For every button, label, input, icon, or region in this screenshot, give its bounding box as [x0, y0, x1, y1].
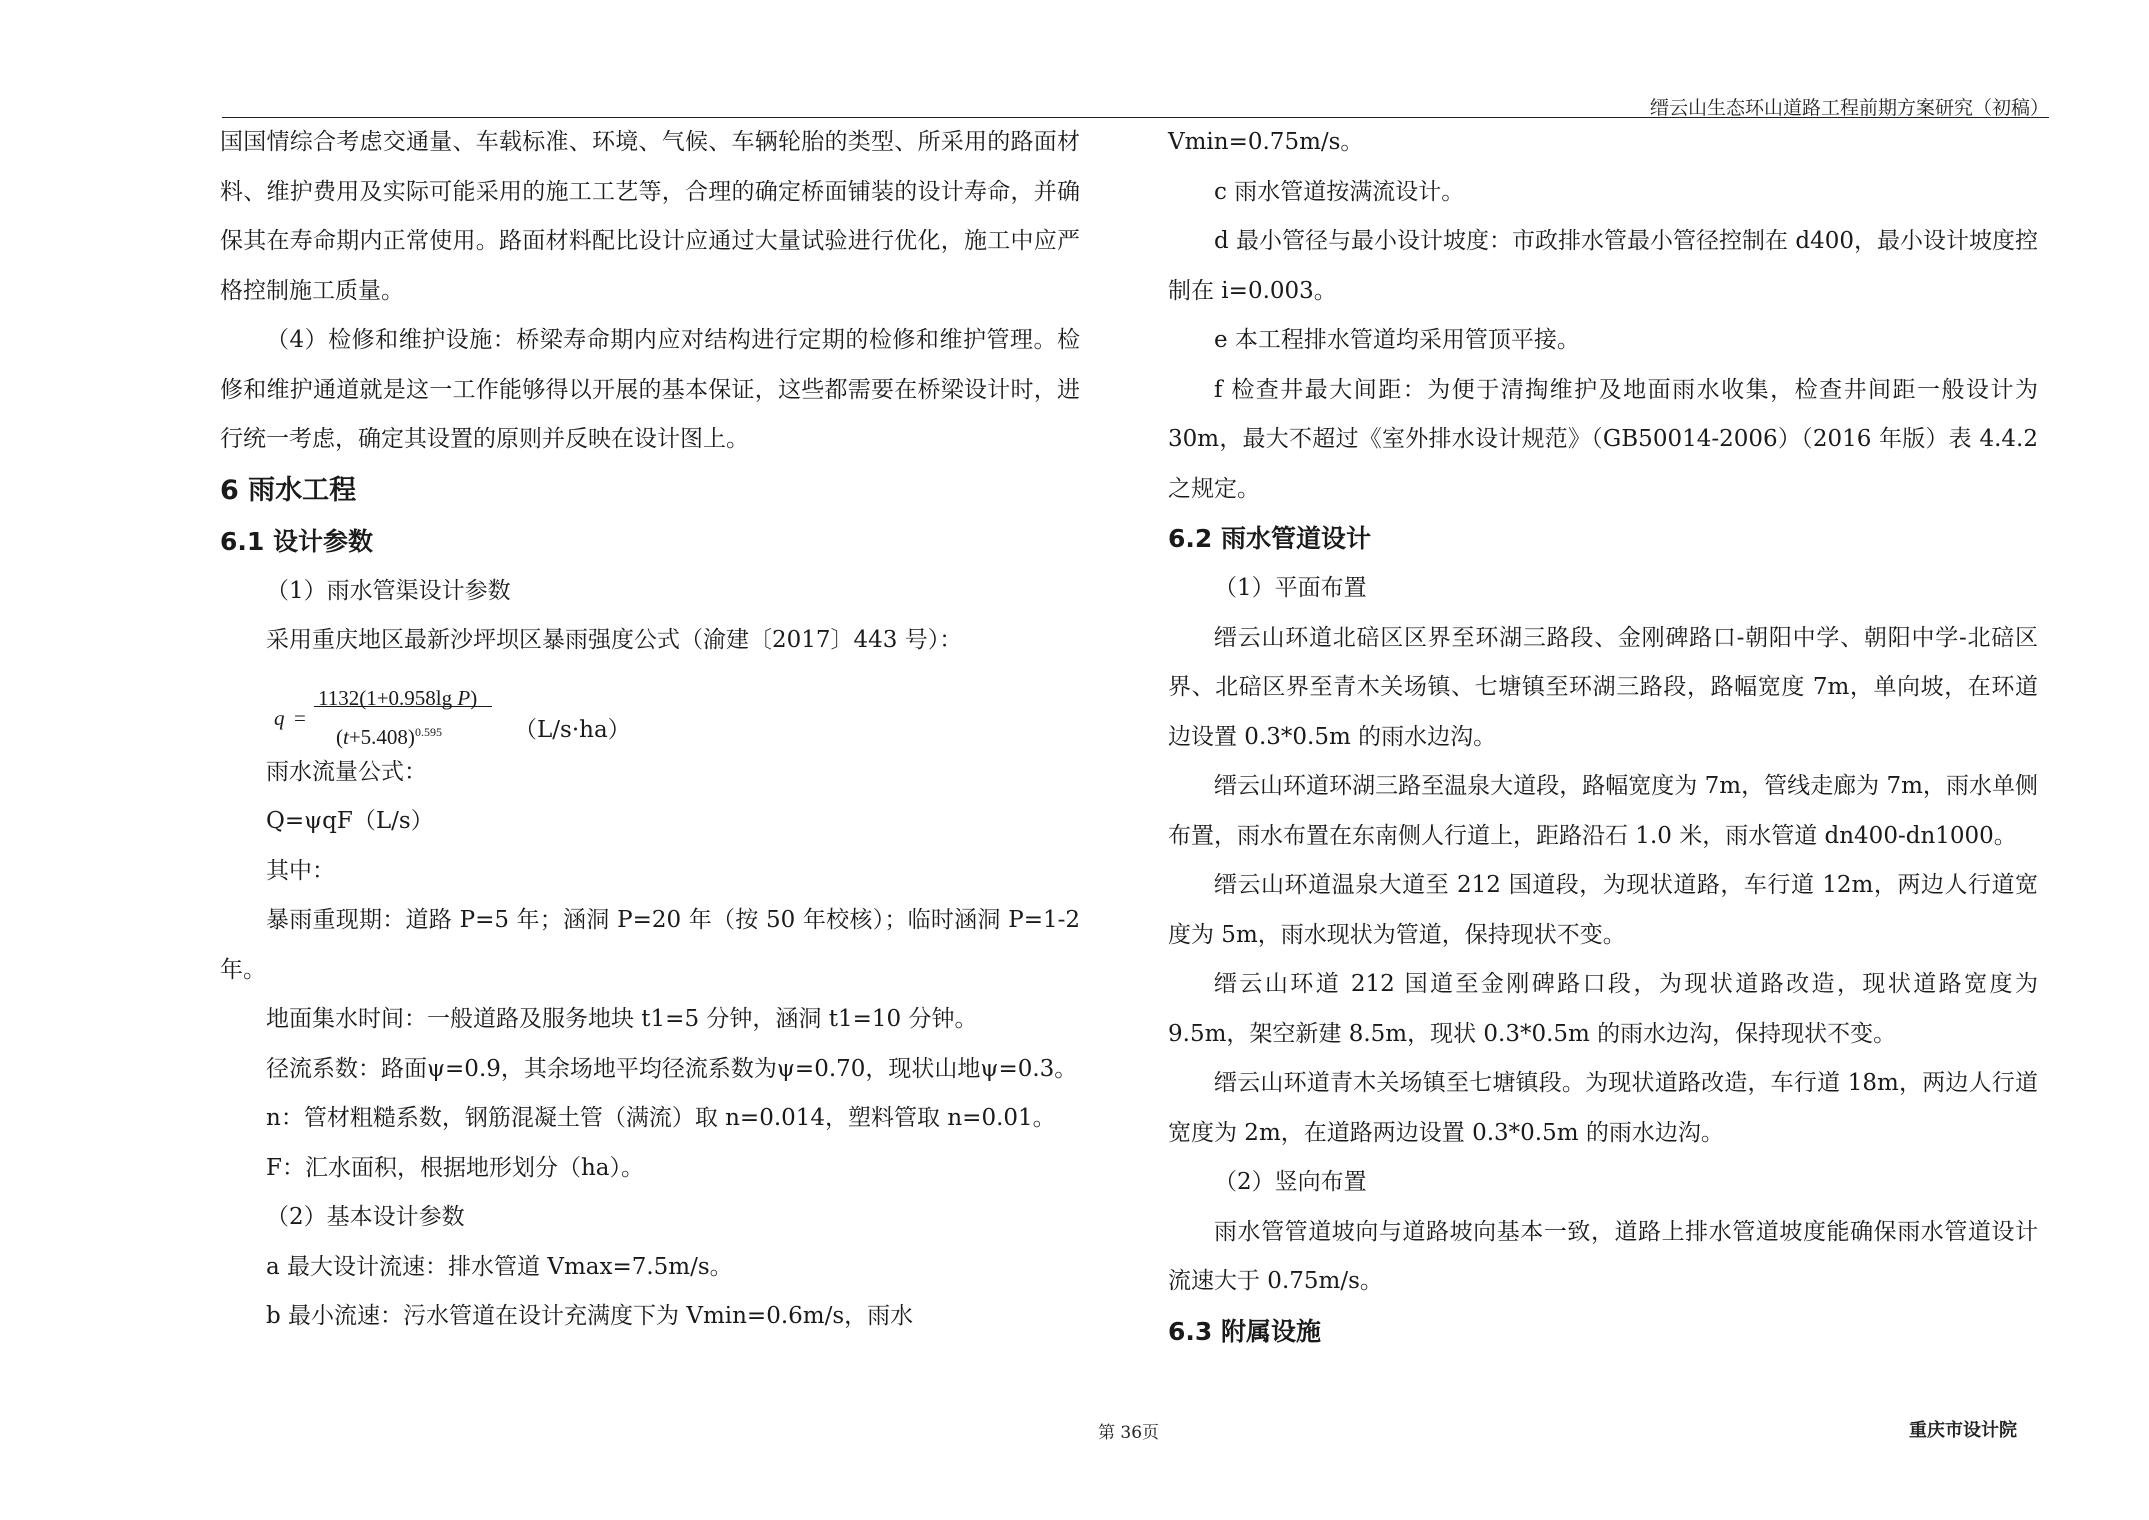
formula-fraction-bar — [314, 706, 492, 707]
paragraph: 径流系数：路面ψ=0.9，其余场地平均径流系数为ψ=0.70，现状山地ψ=0.3。 — [266, 1055, 1078, 1082]
paragraph: 缙云山环道北碚区区界至环湖三路段、金刚碑路口-朝阳中学、朝阳中学-北碚区界、北碚区界至青木关场镇、七塘镇至环湖三路段，路幅宽度 7m，单向坡，在环道边设置 0.3*0.5m 的雨水边沟。 — [1168, 624, 2038, 750]
paragraph: b 最小流速：污水管道在设计充满度下为 Vmin=0.6m/s，雨水 — [266, 1303, 914, 1329]
paragraph: 其中： — [266, 857, 335, 884]
formula-denominator: $(t+5.408)^{0.595}$ — [336, 724, 442, 749]
paragraph: 缙云山环道环湖三路至温泉大道段，路幅宽度为 7m，管线走廊为 7m，雨水单侧布置，雨水布置在东南侧人行道上，距路沿石 1.0 米，雨水管道 dn400-dn1000。 — [1168, 773, 2038, 849]
formula-numerator: 1132(1+0.958lg P) — [318, 685, 478, 710]
paragraph: 地面集水时间：一般道路及服务地块 t1=5 分钟，涵洞 t1=10 分钟。 — [266, 1006, 978, 1032]
paragraph: Vmin=0.75m/s。 — [1168, 129, 1364, 155]
page-number: 第 36页 — [1098, 1423, 1160, 1443]
paragraph: 缙云山环道 212 国道至金刚碑路口段，为现状道路改造，现状道路宽度为 9.5m，架空新建 8.5m，现状 0.3*0.5m 的雨水边沟，保持现状不变。 — [1168, 971, 2038, 1047]
sub-heading: （1）平面布置 — [1214, 575, 1367, 601]
paragraph: c 雨水管道按满流设计。 — [1214, 178, 1465, 205]
sub-heading: （2）基本设计参数 — [266, 1204, 465, 1230]
paragraph: 缙云山环道青木关场镇至七塘镇段。为现状道路改造，车行道 18m，两边人行道宽度为 2m，在道路两边设置 0.3*0.5m 的雨水边沟。 — [1168, 1070, 2038, 1146]
paragraph: 缙云山环道温泉大道至 212 国道段，为现状道路，车行道 12m，两边人行道宽度为 5m，雨水现状为管道，保持现状不变。 — [1168, 872, 2038, 948]
page-header-title: 缙云山生态环山道路工程前期方案研究（初稿） — [1649, 97, 2049, 119]
sub-heading: （2）竖向布置 — [1214, 1169, 1367, 1195]
paragraph: e 本工程排水管道均采用管顶平接。 — [1214, 327, 1580, 353]
paragraph: Q=ψqF（L/s） — [266, 808, 434, 834]
formula-unit: （L/s·ha） — [514, 716, 631, 743]
organization-name: 重庆市设计院 — [1909, 1420, 2017, 1441]
paragraph: 采用重庆地区最新沙坪坝区暴雨强度公式（渝建〔2017〕443 号）： — [266, 627, 963, 653]
paragraph: f 检查井最大间距：为便于清掏维护及地面雨水收集，检查井间距一般设计为 30m，最大不超过《室外排水设计规范》（GB50014-2006）（2016 年版）表 4.4.2 之规定。 — [1168, 376, 2038, 502]
subsection-heading: 6.2 雨水管道设计 — [1168, 524, 1371, 553]
left-column — [220, 118, 1080, 1342]
paragraph: 雨水流量公式： — [266, 758, 427, 785]
paragraph: a 最大设计流速：排水管道 Vmax=7.5m/s。 — [266, 1253, 733, 1280]
subsection-heading: 6.1 设计参数 — [220, 526, 373, 556]
paragraph: n：管材粗糙系数，钢筋混凝土管（满流）取 n=0.014，塑料管取 n=0.01。 — [266, 1105, 1056, 1131]
sub-heading: （1）雨水管渠设计参数 — [266, 577, 511, 604]
subsection-heading: 6.3 附属设施 — [1168, 1316, 1321, 1346]
right-column — [1168, 118, 2038, 1357]
formula-equals: = — [294, 705, 306, 730]
paragraph: F：汇水面积，根据地形划分（ha）。 — [266, 1154, 644, 1181]
section-heading: 6 雨水工程 — [220, 474, 357, 506]
paragraph: 雨水管管道坡向与道路坡向基本一致，道路上排水管道坡度能确保雨水管道设计流速大于 0.75m/s。 — [1168, 1218, 2038, 1294]
paragraph: 暴雨重现期：道路 P=5 年；涵洞 P=20 年（按 50 年校核）；临时涵洞 P=1-2 年。 — [220, 907, 1080, 983]
rainfall-intensity-formula — [274, 666, 1080, 748]
paragraph: 国国情综合考虑交通量、车载标准、环境、气候、车辆轮胎的类型、所采用的路面材料、维护费用及实际可能采用的施工工艺等，合理的确定桥面铺装的设计寿命，并确保其在寿命期内正常使用。路面材料配比设计应通过大量试验进行优化，施工中应严格控制施工质量。 — [220, 129, 1080, 304]
paragraph: d 最小管径与最小设计坡度：市政排水管最小管径控制在 d400，最小设计坡度控制在 i=0.003。 — [1168, 228, 2038, 304]
formula-q: q — [274, 705, 285, 730]
paragraph: （4）检修和维护设施：桥梁寿命期内应对结构进行定期的检修和维护管理。检修和维护通道就是这一工作能够得以开展的基本保证，这些都需要在桥梁设计时，进行统一考虑，确定其设置的原则并反映在设计图上。 — [220, 327, 1080, 452]
